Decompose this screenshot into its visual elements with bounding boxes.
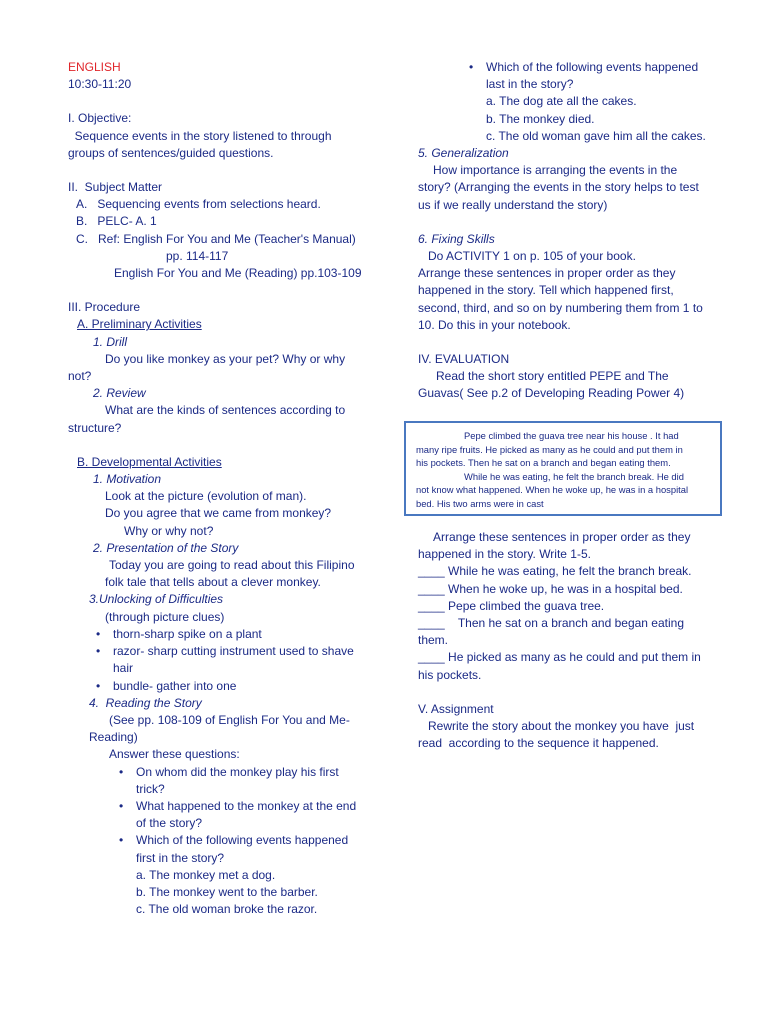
review-heading: 2. Review: [93, 386, 146, 401]
sequence-item: ____ When he woke up, he was in a hospital bed.: [418, 581, 683, 596]
evaluation-text: Guavas( See p.2 of Developing Reading Power 4): [418, 386, 685, 401]
answer-choice: b. The monkey went to the barber.: [136, 884, 318, 899]
procedure-heading: III. Procedure: [68, 300, 141, 315]
story-text: his pockets. Then he sat on a branch and began eating them.: [416, 457, 671, 469]
subject-matter-item: C. Ref: English For You and Me (Teacher's Manual): [76, 231, 356, 246]
motivation-text: Why or why not?: [124, 523, 214, 538]
left-column: [68, 59, 378, 918]
right-column-lower: [418, 529, 728, 752]
story-text: many ripe fruits. He picked as many as he could and put them in: [416, 443, 683, 455]
review-text: structure?: [68, 420, 122, 435]
vocabulary-item: • razor- sharp cutting instrument used to shave: [113, 643, 378, 660]
story-text: bed. His two arms were in cast: [416, 497, 544, 509]
answer-prompt: Answer these questions:: [109, 747, 240, 762]
vocabulary-item: • bundle- gather into one: [113, 678, 378, 695]
motivation-text: Do you agree that we came from monkey?: [105, 506, 332, 521]
subject-matter-item: A. Sequencing events from selections heard.: [76, 197, 321, 212]
presentation-heading: 2. Presentation of the Story: [93, 540, 239, 555]
subject-matter-heading: II. Subject Matter: [68, 180, 163, 195]
story-text: not know what happened. When he woke up, he was in a hospital: [416, 484, 689, 496]
subject-title: ENGLISH: [68, 60, 121, 74]
drill-heading: 1. Drill: [93, 334, 128, 349]
drill-text: not?: [68, 369, 92, 384]
presentation-text: Today you are going to read about this Filipino: [109, 558, 355, 573]
question-item-continued: last in the story?: [486, 77, 574, 92]
time-slot: 10:30-11:20: [68, 77, 132, 92]
review-text: What are the kinds of sentences according to: [105, 403, 346, 418]
fixing-skills-text: 10. Do this in your notebook.: [418, 317, 571, 332]
answer-choice: a. The monkey met a dog.: [136, 867, 276, 882]
generalization-text: story? (Arranging the events in the story helps to test: [418, 180, 699, 195]
question-item: • On whom did the monkey play his first: [136, 764, 378, 781]
objective-heading: I. Objective:: [68, 111, 132, 126]
preliminary-activities-heading: A. Preliminary Activities: [77, 317, 202, 332]
subject-matter-item: B. PELC- A. 1: [76, 214, 157, 229]
objective-text: groups of sentences/guided questions.: [68, 145, 274, 160]
reading-text: Reading): [89, 730, 138, 745]
answer-choice: a. The dog ate all the cakes.: [486, 94, 637, 109]
reading-heading: 4. Reading the Story: [89, 695, 202, 710]
sequence-item: ____ Then he sat on a branch and began eating: [418, 616, 684, 631]
generalization-heading: 5. Generalization: [418, 146, 509, 161]
answer-choice: c. The old woman broke the razor.: [136, 902, 318, 917]
sequence-item: ____ Pepe climbed the guava tree.: [418, 598, 605, 613]
motivation-text: Look at the picture (evolution of man).: [105, 489, 307, 504]
fixing-skills-heading: 6. Fixing Skills: [418, 231, 495, 246]
assignment-text: Rewrite the story about the monkey you have just: [428, 719, 695, 734]
motivation-heading: 1. Motivation: [93, 472, 162, 487]
story-text: Pepe climbed the guava tree near his house . It had: [464, 430, 679, 441]
question-item-continued: first in the story?: [136, 850, 225, 865]
objective-text: Sequence events in the story listened to through: [68, 128, 332, 143]
sequence-item: ____ He picked as many as he could and put them in: [418, 650, 701, 665]
vocabulary-item: • thorn-sharp spike on a plant: [113, 626, 378, 643]
sequence-item-continued: his pockets.: [418, 667, 482, 682]
question-item: • Which of the following events happened: [136, 832, 378, 849]
assignment-text: read according to the sequence it happened.: [418, 736, 659, 751]
question-item: • What happened to the monkey at the end: [136, 798, 378, 815]
evaluation-heading: IV. EVALUATION: [418, 352, 510, 367]
drill-text: Do you like monkey as your pet? Why or why: [105, 351, 346, 366]
question-item: • Which of the following events happened: [486, 59, 728, 76]
sequence-item-continued: them.: [418, 633, 449, 648]
developmental-activities-heading: B. Developmental Activities: [77, 454, 222, 469]
unlocking-text: (through picture clues): [105, 609, 225, 624]
fixing-skills-text: Do ACTIVITY 1 on p. 105 of your book.: [428, 249, 636, 264]
question-item-continued: of the story?: [136, 816, 203, 831]
answer-choice: b. The monkey died.: [486, 111, 595, 126]
fixing-skills-text: happened in the story. Tell which happened first,: [418, 283, 674, 298]
right-column: [418, 59, 728, 403]
question-item-continued: trick?: [136, 781, 165, 796]
arrange-instructions: happened in the story. Write 1-5.: [418, 547, 591, 562]
fixing-skills-text: second, third, and so on by numbering them from 1 to: [418, 300, 703, 315]
fixing-skills-text: Arrange these sentences in proper order as they: [418, 266, 676, 281]
assignment-heading: V. Assignment: [418, 701, 494, 716]
evaluation-text: Read the short story entitled PEPE and The: [436, 369, 669, 384]
arrange-instructions: Arrange these sentences in proper order as they: [433, 530, 691, 544]
presentation-text: folk tale that tells about a clever monkey.: [105, 575, 321, 590]
story-text: While he was eating, he felt the branch break. He did: [464, 470, 684, 482]
reading-text: (See pp. 108-109 of English For You and Me-: [109, 712, 350, 727]
sequence-item: ____ While he was eating, he felt the branch break.: [418, 564, 692, 579]
generalization-text: How importance is arranging the events in the: [433, 163, 678, 178]
answer-choice: c. The old woman gave him all the cakes.: [486, 128, 706, 143]
unlocking-heading: 3.Unlocking of Difficulties: [89, 592, 224, 607]
subject-matter-reference: English For You and Me (Reading) pp.103-109: [114, 266, 362, 281]
story-box: [404, 421, 722, 516]
generalization-text: us if we really understand the story): [418, 197, 608, 212]
subject-matter-pages: pp. 114-117: [166, 248, 229, 263]
vocabulary-item-continued: hair: [113, 661, 134, 676]
